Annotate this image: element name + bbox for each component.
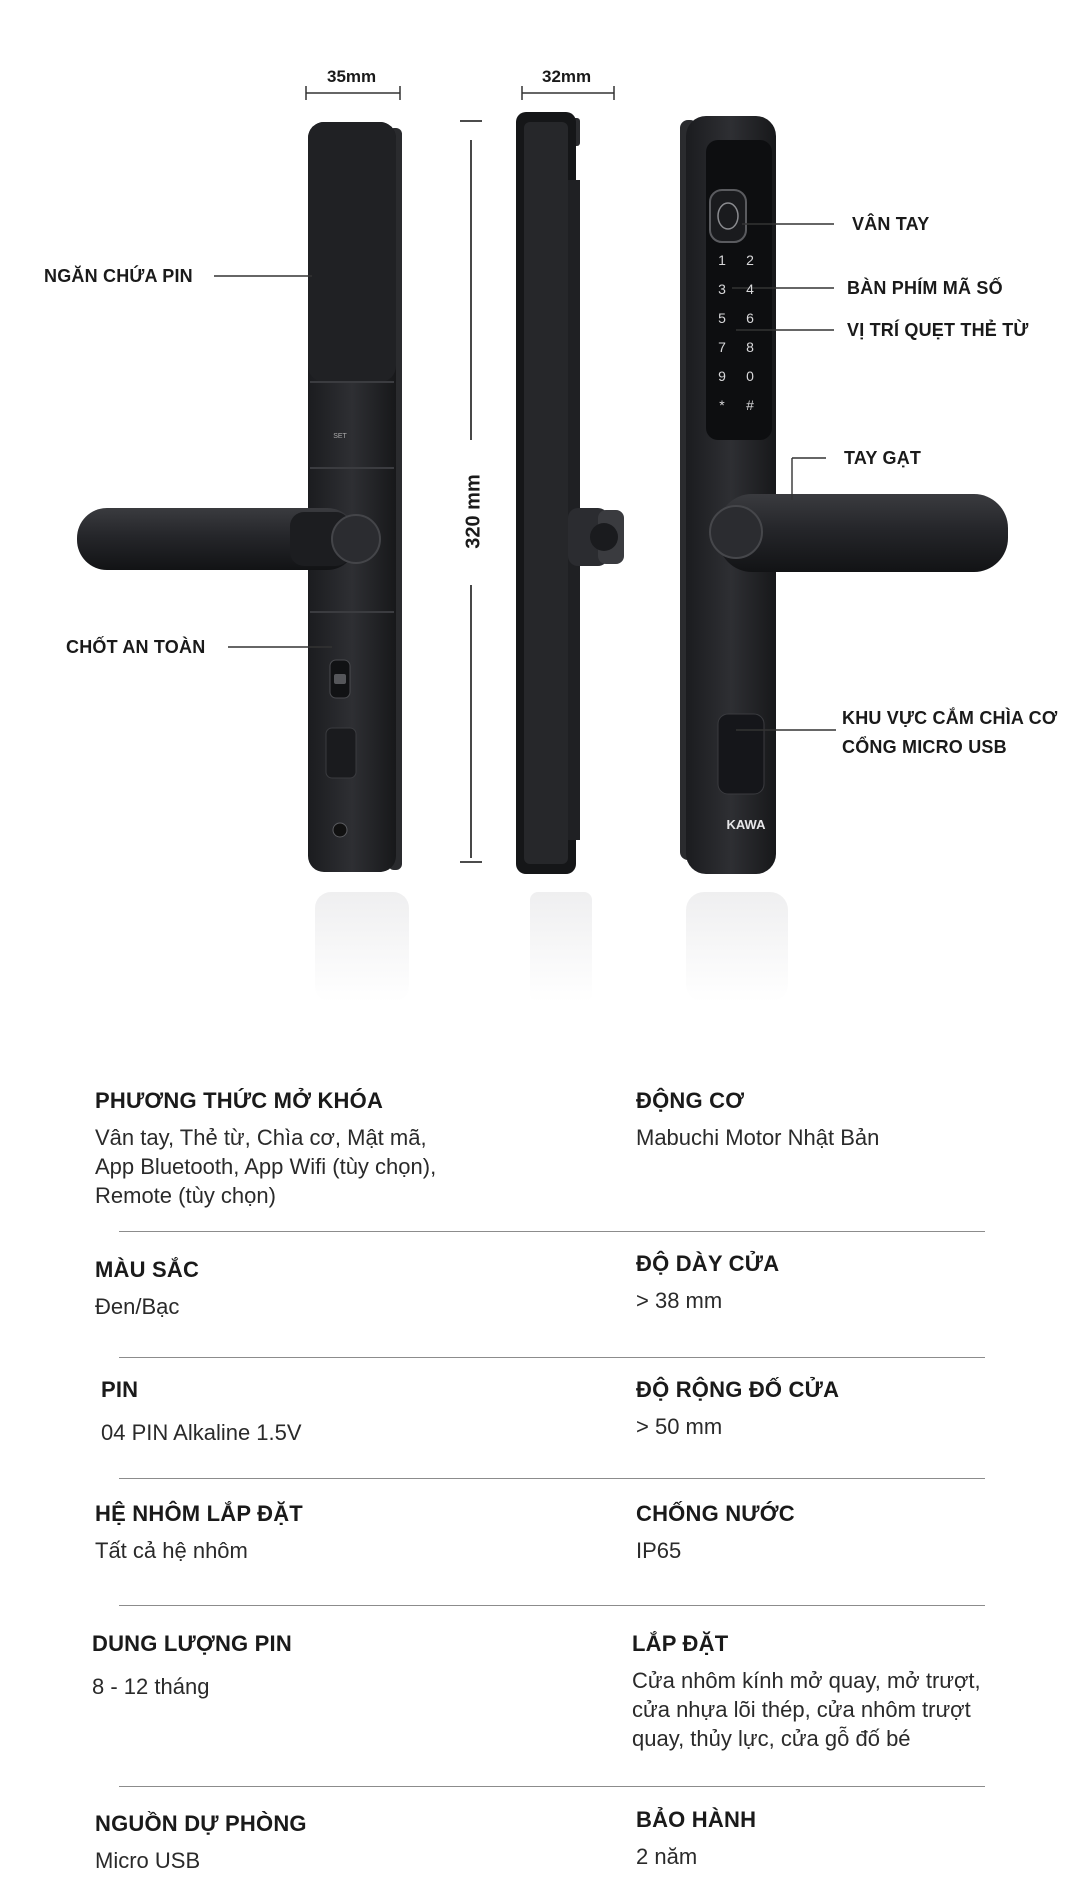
keypad-key: 2 bbox=[746, 252, 754, 268]
spec-value-line: quay, thủy lực, cửa gỗ đố bé bbox=[632, 1726, 911, 1751]
spec-label: PIN bbox=[101, 1377, 139, 1402]
width-dimension bbox=[306, 86, 400, 100]
keypad-key: 9 bbox=[718, 368, 726, 384]
spec-label: ĐỘ DÀY CỬA bbox=[636, 1251, 780, 1276]
callout-battery-compartment: NGĂN CHỨA PIN bbox=[44, 266, 193, 286]
floor-reflection bbox=[315, 892, 788, 1000]
spec-door-frame-width bbox=[636, 1376, 1056, 1441]
spec-value-line: > 38 mm bbox=[636, 1288, 723, 1313]
callout-fingerprint: VÂN TAY bbox=[852, 214, 930, 234]
spec-value-line: Mabuchi Motor Nhật Bản bbox=[636, 1125, 880, 1150]
spec-label: ĐỘ RỘNG ĐỐ CỬA bbox=[636, 1377, 840, 1402]
spec-label: DUNG LƯỢNG PIN bbox=[92, 1631, 292, 1656]
inner-lock-body bbox=[308, 122, 402, 872]
side-profile bbox=[516, 112, 624, 874]
keypad-key: 8 bbox=[746, 339, 754, 355]
spec-label: HỆ NHÔM LẮP ĐẶT bbox=[95, 1501, 303, 1526]
keypad-key: 3 bbox=[718, 281, 726, 297]
spec-label: MÀU SẮC bbox=[95, 1257, 200, 1282]
spec-installation bbox=[632, 1630, 1072, 1753]
keypad-key: 5 bbox=[718, 310, 726, 326]
spec-label: ĐỘNG CƠ bbox=[636, 1088, 745, 1113]
spec-value-line: > 50 mm bbox=[636, 1414, 723, 1439]
spec-value-line: Đen/Bạc bbox=[95, 1294, 180, 1319]
spec-color bbox=[95, 1256, 515, 1321]
spec-value-line: App Bluetooth, App Wifi (tùy chọn), bbox=[95, 1154, 437, 1179]
keypad-key: 4 bbox=[746, 281, 754, 297]
outer-lock-handle bbox=[710, 494, 1008, 572]
spec-unlock-method bbox=[95, 1087, 515, 1210]
callout-usb-port: CỔNG MICRO USB bbox=[842, 737, 1007, 757]
keypad-key: 1 bbox=[718, 252, 726, 268]
spec-waterproof bbox=[636, 1500, 1056, 1565]
callout-card-area: VỊ TRÍ QUẸT THẺ TỪ bbox=[847, 320, 1029, 340]
spec-value-line: 8 - 12 tháng bbox=[92, 1674, 210, 1699]
divider bbox=[119, 1231, 985, 1232]
spec-value-line: Tất cả hệ nhôm bbox=[95, 1538, 248, 1563]
height-dimension-label: 320 mm bbox=[462, 474, 485, 549]
divider bbox=[119, 1605, 985, 1606]
keypad-key: 6 bbox=[746, 310, 754, 326]
callout-keypad: BÀN PHÍM MÃ SỐ bbox=[847, 278, 1003, 298]
callout-safety-latch: CHỐT AN TOÀN bbox=[66, 637, 206, 657]
spec-value-line: Vân tay, Thẻ từ, Chìa cơ, Mật mã, bbox=[95, 1125, 427, 1150]
callout-key-area: KHU VỰC CẮM CHÌA CƠ bbox=[842, 708, 1058, 728]
spec-value-line: cửa nhựa lõi thép, cửa nhôm trượt bbox=[632, 1697, 971, 1722]
divider bbox=[119, 1786, 985, 1787]
spec-value-line: Micro USB bbox=[95, 1848, 201, 1873]
spec-battery bbox=[101, 1376, 521, 1447]
divider bbox=[119, 1478, 985, 1479]
spec-warranty bbox=[636, 1806, 1056, 1871]
depth-dimension bbox=[522, 86, 614, 100]
spec-backup-power bbox=[95, 1810, 515, 1875]
spec-value-line: 04 PIN Alkaline 1.5V bbox=[101, 1420, 302, 1445]
brand-logo: KAWA bbox=[726, 817, 766, 832]
spec-value-line: IP65 bbox=[636, 1538, 682, 1563]
callout-handle: TAY GẠT bbox=[844, 448, 922, 468]
divider bbox=[119, 1357, 985, 1358]
spec-label: CHỐNG NƯỚC bbox=[636, 1501, 795, 1526]
spec-label: NGUỒN DỰ PHÒNG bbox=[95, 1811, 307, 1836]
spec-label: PHƯƠNG THỨC MỞ KHÓA bbox=[95, 1088, 384, 1113]
spec-label: BẢO HÀNH bbox=[636, 1807, 757, 1832]
spec-label: LẮP ĐẶT bbox=[632, 1631, 729, 1656]
spec-value-line: 2 năm bbox=[636, 1844, 698, 1869]
spec-battery-life bbox=[92, 1630, 512, 1701]
depth-dimension-label: 32mm bbox=[542, 67, 592, 86]
keypad-key: # bbox=[746, 397, 754, 413]
width-dimension-label: 35mm bbox=[327, 67, 377, 86]
spec-motor bbox=[636, 1087, 1056, 1152]
spec-aluminium-system bbox=[95, 1500, 515, 1565]
keypad-key: 0 bbox=[746, 368, 754, 384]
keypad-key: 7 bbox=[718, 339, 726, 355]
keypad-key: * bbox=[719, 397, 725, 413]
spec-value-line: Cửa nhôm kính mở quay, mở trượt, bbox=[632, 1668, 981, 1693]
set-label: SET bbox=[333, 433, 347, 440]
spec-value-line: Remote (tùy chọn) bbox=[95, 1183, 276, 1208]
inner-lock-handle bbox=[77, 508, 380, 570]
spec-door-thickness bbox=[636, 1250, 1056, 1315]
